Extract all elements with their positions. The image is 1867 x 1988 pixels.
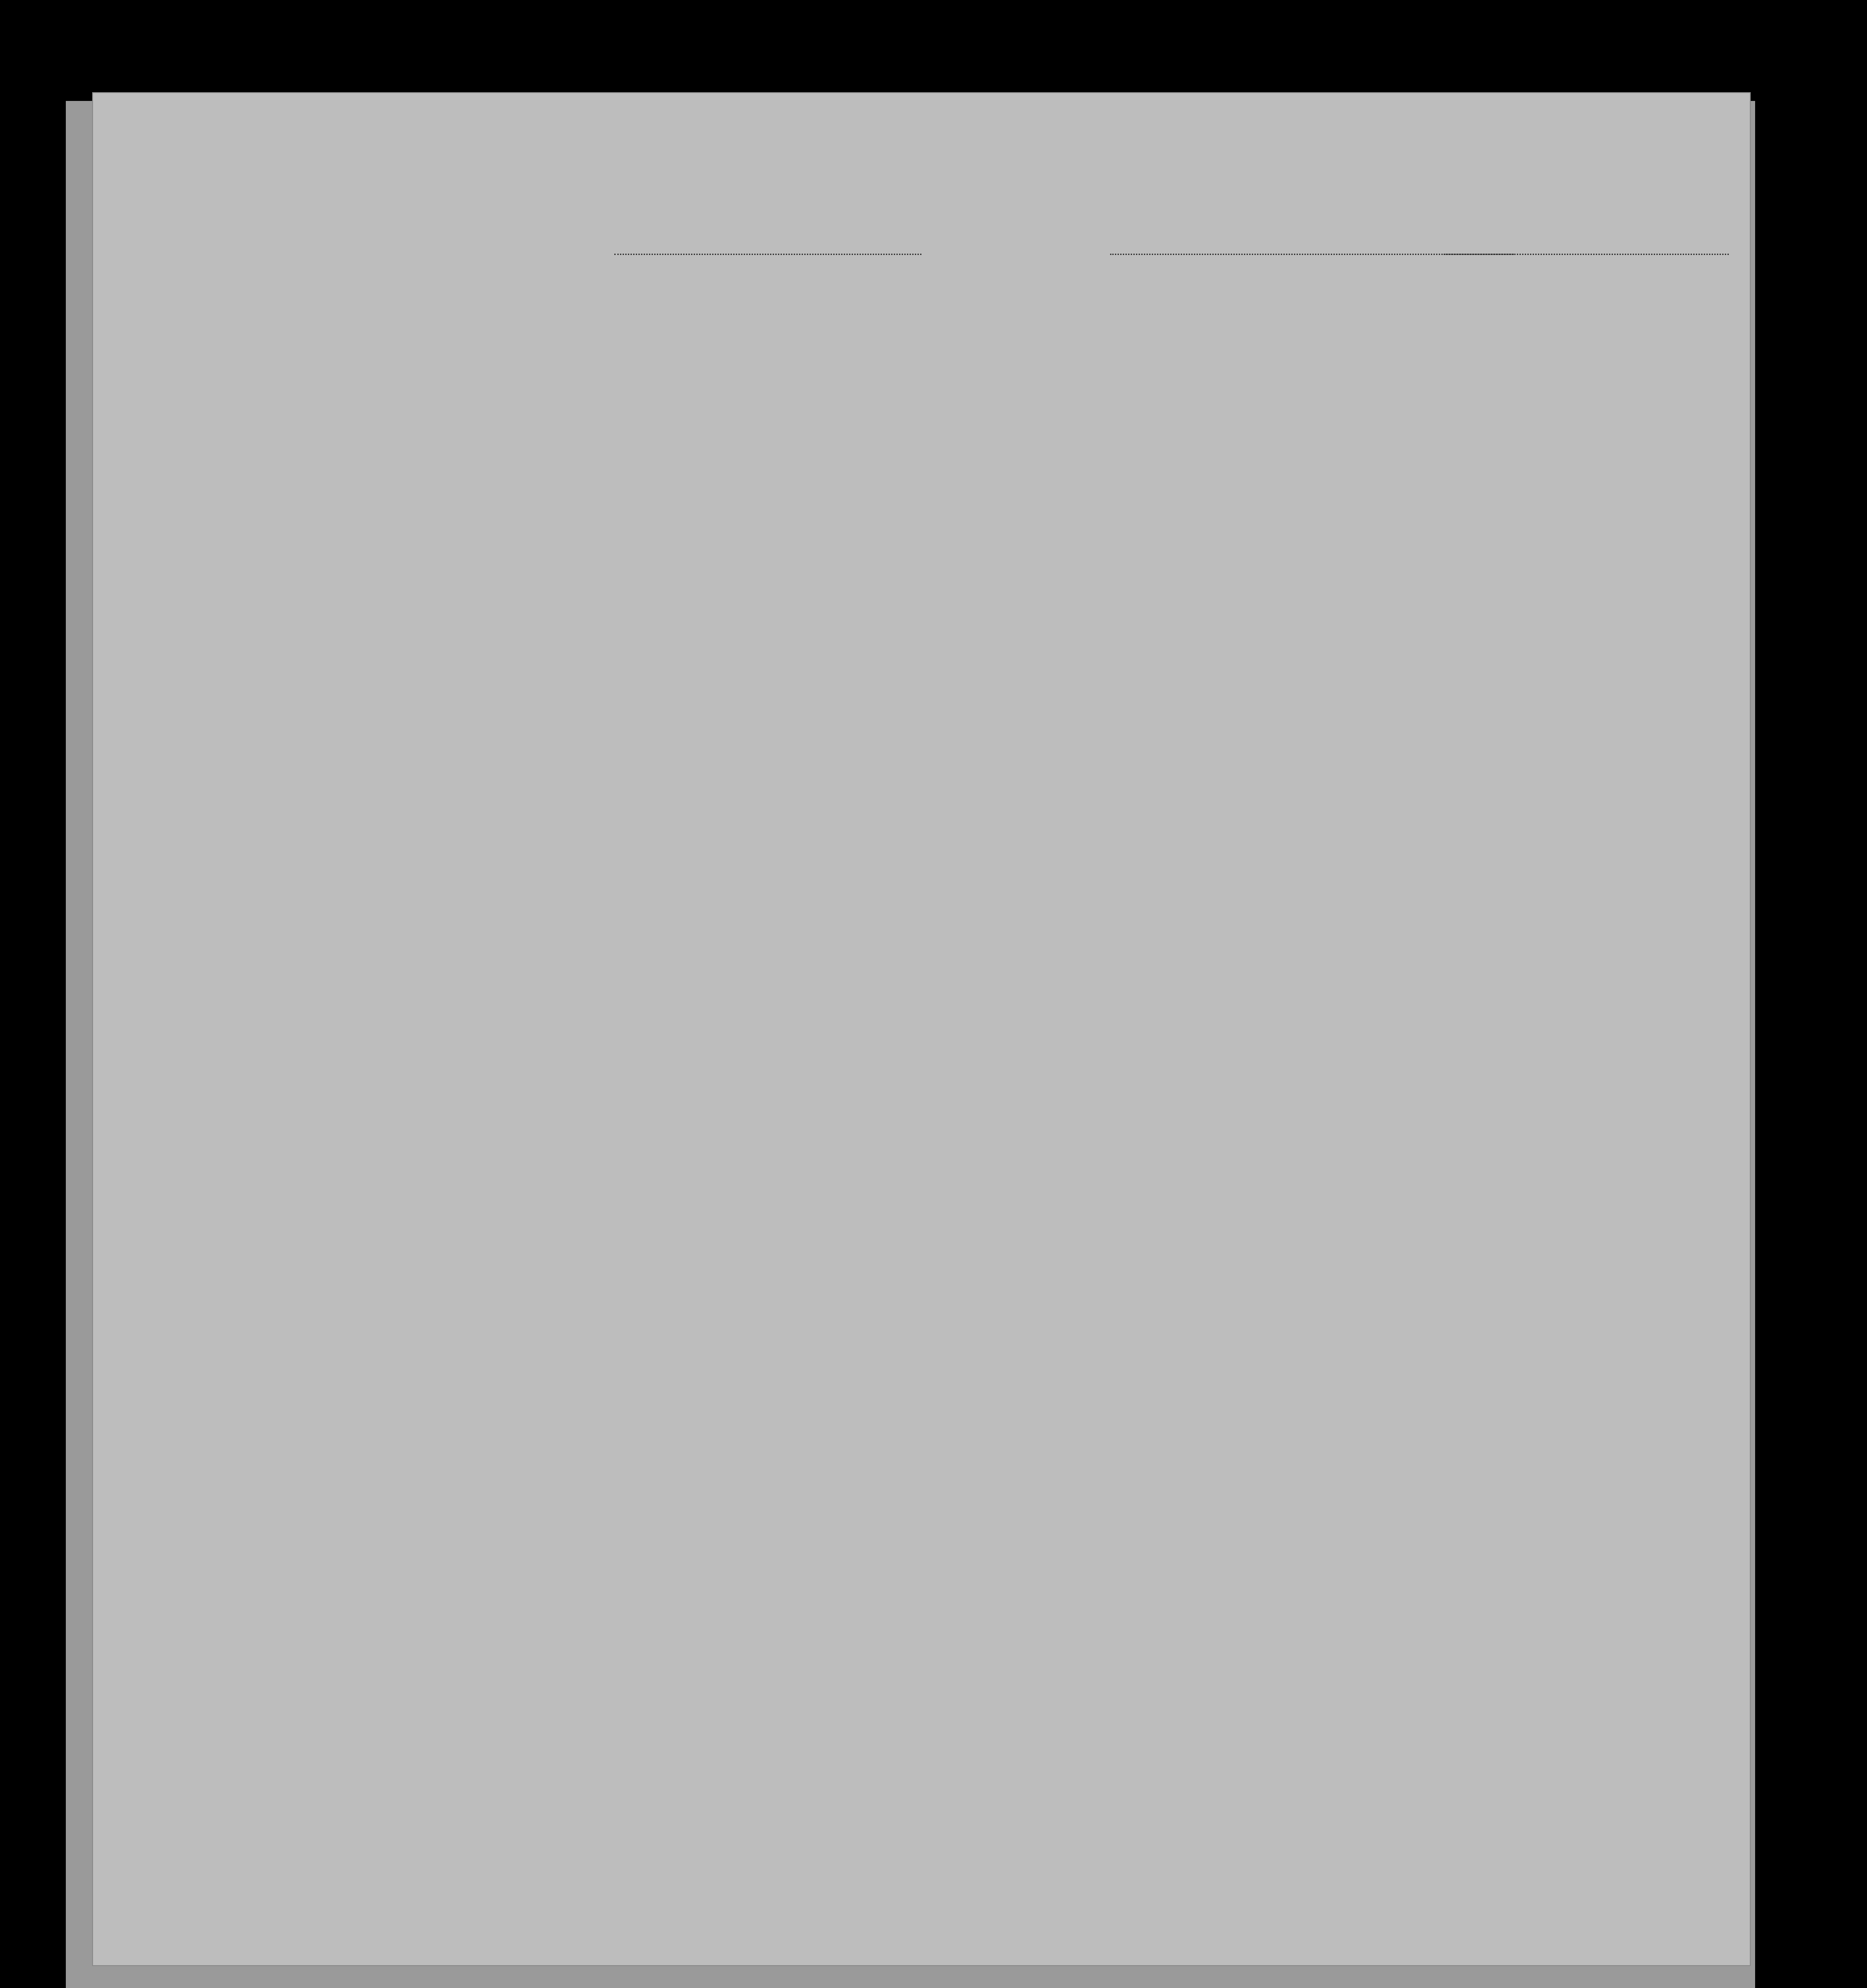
punch-hole (1779, 338, 1796, 362)
punch-hole (1779, 1106, 1796, 1130)
manifest-grid (92, 92, 1751, 1966)
punch-hole (1779, 1404, 1796, 1429)
punch-hole (1779, 564, 1796, 589)
manifest-sheet (92, 92, 1751, 1966)
punch-hole (1779, 1036, 1796, 1060)
punch-hole (1779, 262, 1796, 287)
punch-hole (1779, 1332, 1796, 1356)
